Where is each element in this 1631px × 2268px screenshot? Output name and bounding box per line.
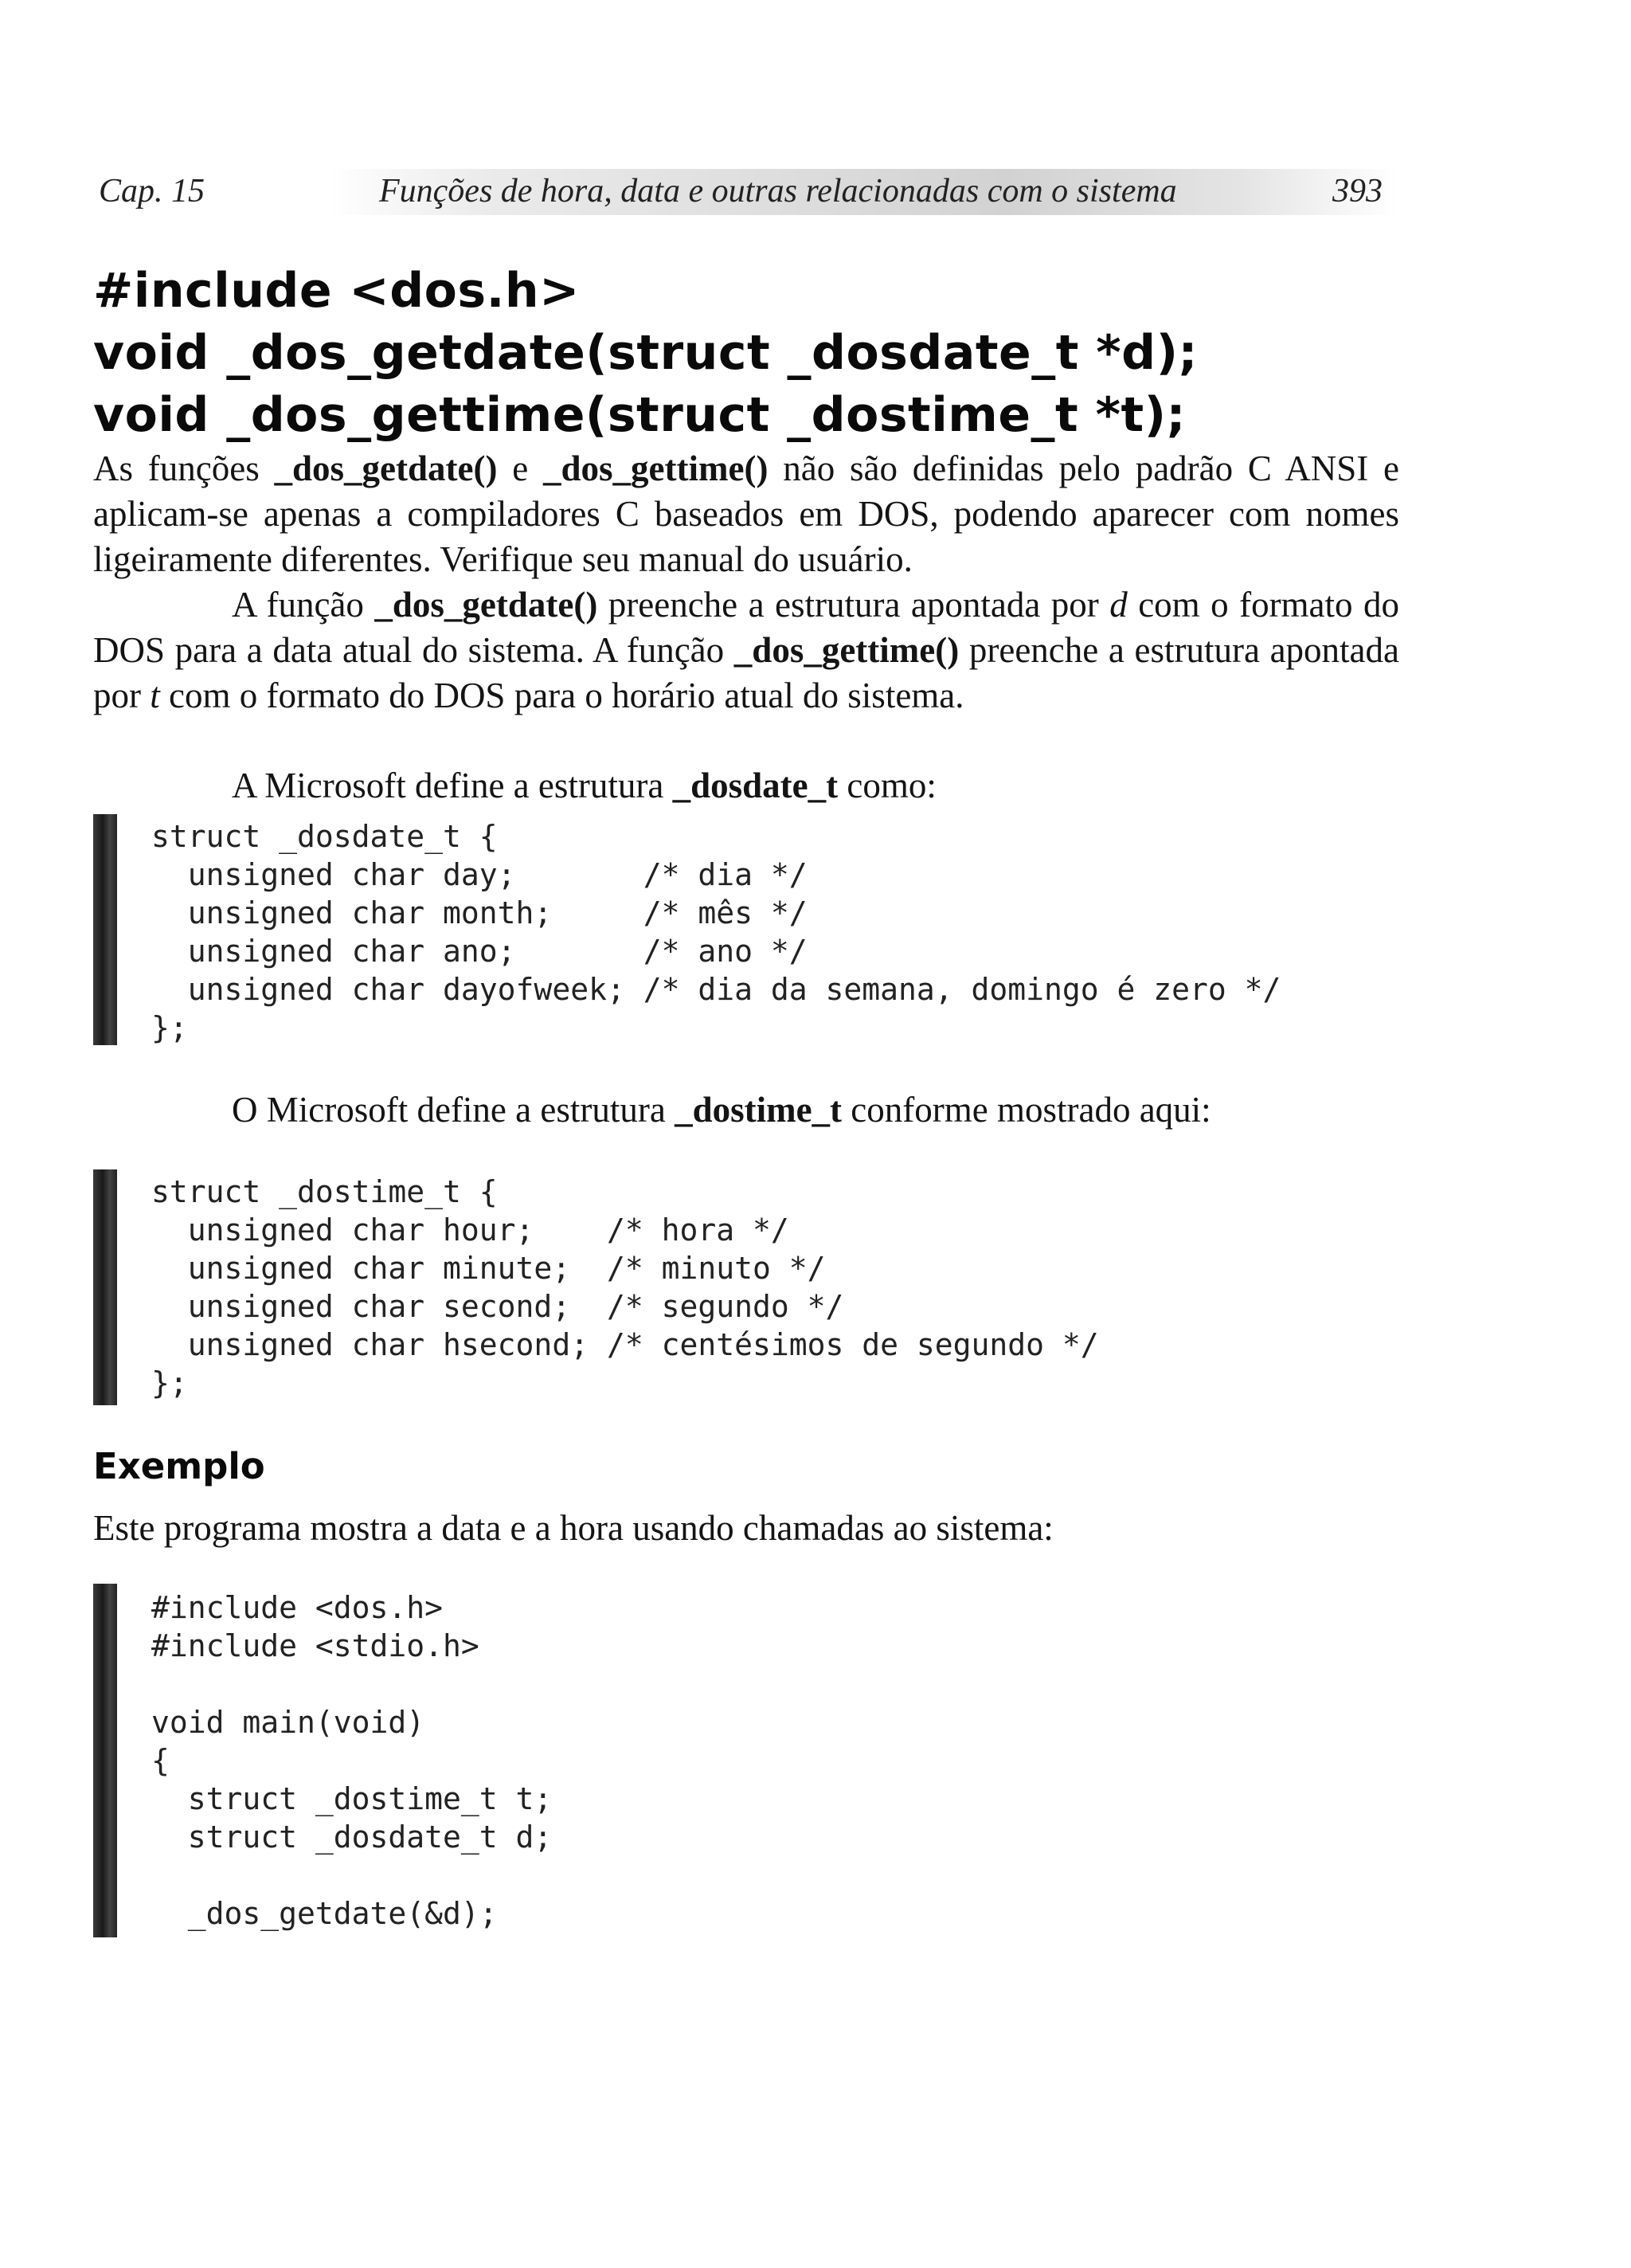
code-line: _dos_getdate(&d);	[151, 1896, 498, 1931]
page-number: 393	[1332, 173, 1383, 210]
code-line: unsigned char minute; /* minuto */	[151, 1251, 826, 1286]
code-line: };	[151, 1010, 188, 1045]
text-run: como:	[838, 766, 937, 805]
text-run: A função	[232, 585, 375, 625]
signature-line: void _dos_gettime(struct _dostime_t *t);	[93, 387, 1187, 443]
code-line: #include <stdio.h>	[151, 1628, 479, 1663]
code-line: unsigned char second; /* segundo */	[151, 1289, 844, 1324]
code-line: struct _dosdate_t d;	[151, 1819, 553, 1855]
function-name: _dos_gettime()	[733, 630, 960, 670]
code-line: unsigned char dayofweek; /* dia da semana, domingo é zero */	[151, 972, 1281, 1007]
function-name: _dos_gettime()	[543, 449, 769, 488]
struct-name: _dosdate_t	[672, 766, 839, 805]
description-paragraph	[93, 582, 1399, 719]
function-signature	[93, 260, 1511, 446]
text-run: As funções	[93, 449, 275, 488]
code-margin-bar	[93, 814, 117, 1045]
code-line	[151, 1856, 1465, 1894]
dostime-code-block	[151, 1173, 1465, 1402]
code-margin-bar	[93, 1584, 117, 1937]
signature-line: #include <dos.h>	[93, 263, 580, 319]
chapter-title: Funções de hora, data e outras relacionadas com o sistema	[379, 173, 1177, 210]
running-header	[94, 169, 1397, 215]
code-line: unsigned char hsecond; /* centésimos de segundo */	[151, 1327, 1099, 1362]
text-run: conforme mostrado aqui:	[842, 1090, 1211, 1130]
code-line: {	[151, 1743, 170, 1778]
text-run: preenche a estrutura apontada por	[93, 630, 1399, 715]
code-line	[151, 1665, 1465, 1703]
code-line: void main(void)	[151, 1705, 425, 1740]
code-line: unsigned char day; /* dia */	[151, 857, 808, 892]
struct-name: _dostime_t	[675, 1090, 843, 1130]
text-run: com o formato do DOS para o horário atual do sistema.	[159, 676, 964, 715]
code-line: struct _dostime_t {	[151, 1174, 498, 1209]
text-run: não são definidas pelo padrão C ANSI e aplicam-se apenas a compiladores C baseados em DOS, podendo aparecer com nomes ligeiramente diferentes. Verifique seu manual do usuário.	[93, 449, 1399, 579]
text-run: O Microsoft define a estrutura	[232, 1090, 675, 1130]
dosdate-intro	[232, 763, 1426, 809]
example-intro: Este programa mostra a data e a hora usando chamadas ao sistema:	[93, 1508, 1054, 1548]
code-line: };	[151, 1365, 188, 1400]
section-heading: Exemplo	[93, 1445, 265, 1487]
function-name: _dos_getdate()	[274, 449, 498, 488]
code-line: unsigned char hour; /* hora */	[151, 1212, 789, 1248]
intro-paragraph	[93, 446, 1399, 582]
param-name: t	[150, 676, 160, 715]
chapter-label: Cap. 15	[99, 173, 205, 210]
text-run: preenche a estrutura apontada por	[597, 585, 1110, 625]
param-name: d	[1109, 585, 1128, 625]
text-run: com o formato do DOS para a data atual do sistema. A função	[93, 585, 1399, 670]
function-name: _dos_getdate()	[374, 585, 598, 625]
dosdate-code-block	[151, 817, 1465, 1047]
code-line: unsigned char ano; /* ano */	[151, 934, 808, 969]
code-line: unsigned char month; /* mês */	[151, 895, 808, 930]
text-run: A Microsoft define a estrutura	[232, 766, 673, 805]
code-margin-bar	[93, 1169, 117, 1405]
code-line: struct _dostime_t t;	[151, 1781, 553, 1816]
code-line: #include <dos.h>	[151, 1590, 444, 1625]
code-line: struct _dosdate_t {	[151, 819, 498, 854]
text-run: e	[497, 449, 544, 488]
signature-line: void _dos_getdate(struct _dosdate_t *d);	[93, 325, 1199, 381]
example-code-block	[151, 1588, 1465, 1933]
dostime-intro	[232, 1087, 1426, 1133]
